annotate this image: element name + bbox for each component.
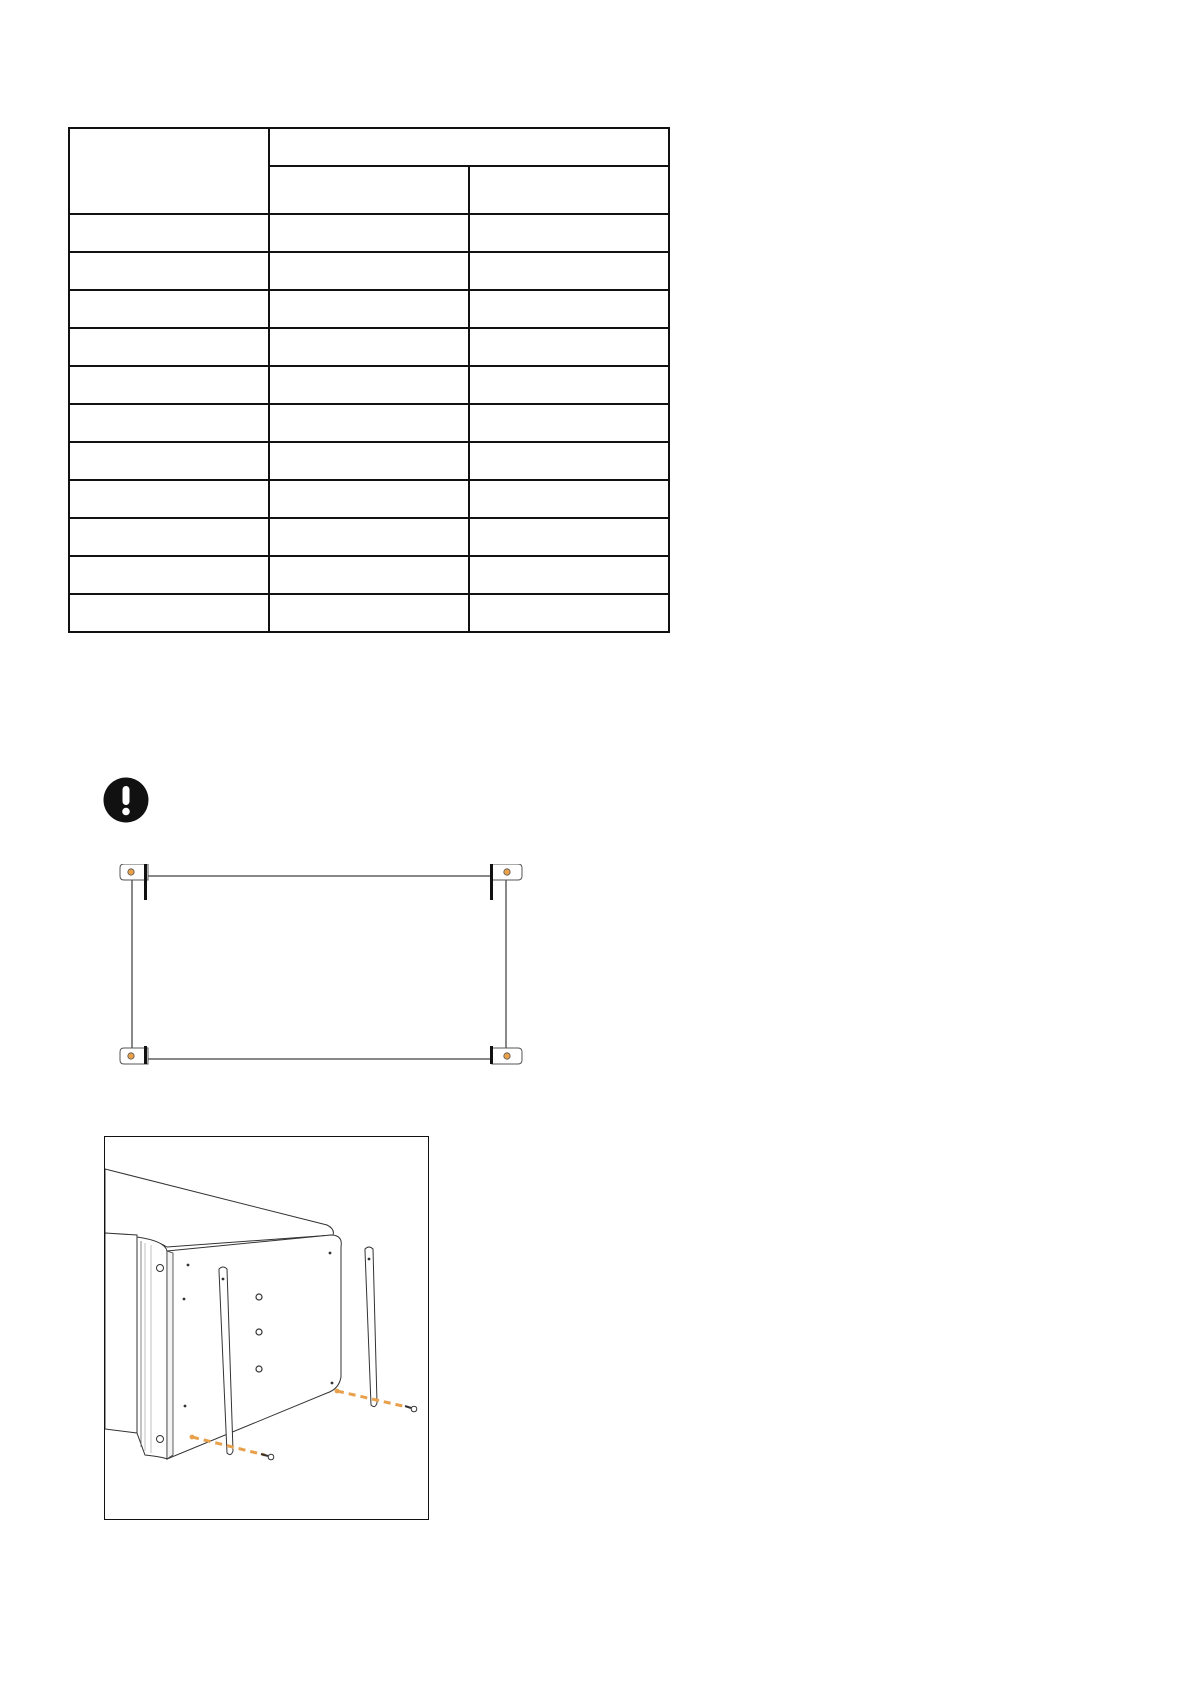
table-cell — [469, 556, 669, 594]
table-row — [69, 404, 669, 442]
table-cell — [69, 480, 269, 518]
table-cell — [69, 556, 269, 594]
table-cell — [69, 594, 269, 632]
table-cell — [269, 214, 469, 252]
table-cell — [269, 594, 469, 632]
table-cell — [469, 442, 669, 480]
table-cell — [69, 442, 269, 480]
table-row — [69, 290, 669, 328]
table-cell — [69, 518, 269, 556]
table-cell — [269, 480, 469, 518]
table-cell — [469, 518, 669, 556]
table-cell — [269, 252, 469, 290]
exclamation-circle-icon — [103, 777, 149, 823]
table-cell — [469, 214, 669, 252]
table-row — [69, 594, 669, 632]
screw-left — [261, 1454, 274, 1460]
table-cell — [469, 480, 669, 518]
table-cell — [269, 290, 469, 328]
table-cell — [269, 366, 469, 404]
table-cell — [69, 366, 269, 404]
table-cell — [469, 594, 669, 632]
table-row — [69, 366, 669, 404]
table-subheader-cell — [269, 166, 469, 214]
table-cell — [69, 252, 269, 290]
speaker-handle-installation-illustration — [105, 1137, 429, 1520]
table-row — [69, 328, 669, 366]
table-row — [69, 442, 669, 480]
table-subheader-cell — [469, 166, 669, 214]
table-cell — [269, 556, 469, 594]
table-row — [69, 480, 669, 518]
installation-figure — [104, 1136, 429, 1520]
table-cell — [469, 328, 669, 366]
table-cell — [269, 328, 469, 366]
table-header-cell — [69, 128, 269, 214]
screw-right — [405, 1406, 417, 1412]
table-cell — [69, 404, 269, 442]
bracket-mounting-diagram — [118, 864, 524, 1070]
table-cell — [469, 404, 669, 442]
table-cell — [269, 518, 469, 556]
table-cell — [269, 404, 469, 442]
bracket-top-left — [120, 864, 148, 900]
table-cell — [469, 252, 669, 290]
table-row — [69, 214, 669, 252]
table-cell — [69, 290, 269, 328]
table-header-row — [69, 128, 669, 166]
table-cell — [469, 290, 669, 328]
table-row — [69, 556, 669, 594]
table-row — [69, 252, 669, 290]
bracket-bottom-right — [490, 1046, 522, 1064]
bracket-bottom-left — [120, 1046, 148, 1064]
table-cell — [469, 366, 669, 404]
table-cell — [269, 442, 469, 480]
table-cell — [69, 214, 269, 252]
spec-table — [68, 127, 670, 633]
table-cell — [69, 328, 269, 366]
table-row — [69, 518, 669, 556]
table-header-cell — [269, 128, 669, 166]
